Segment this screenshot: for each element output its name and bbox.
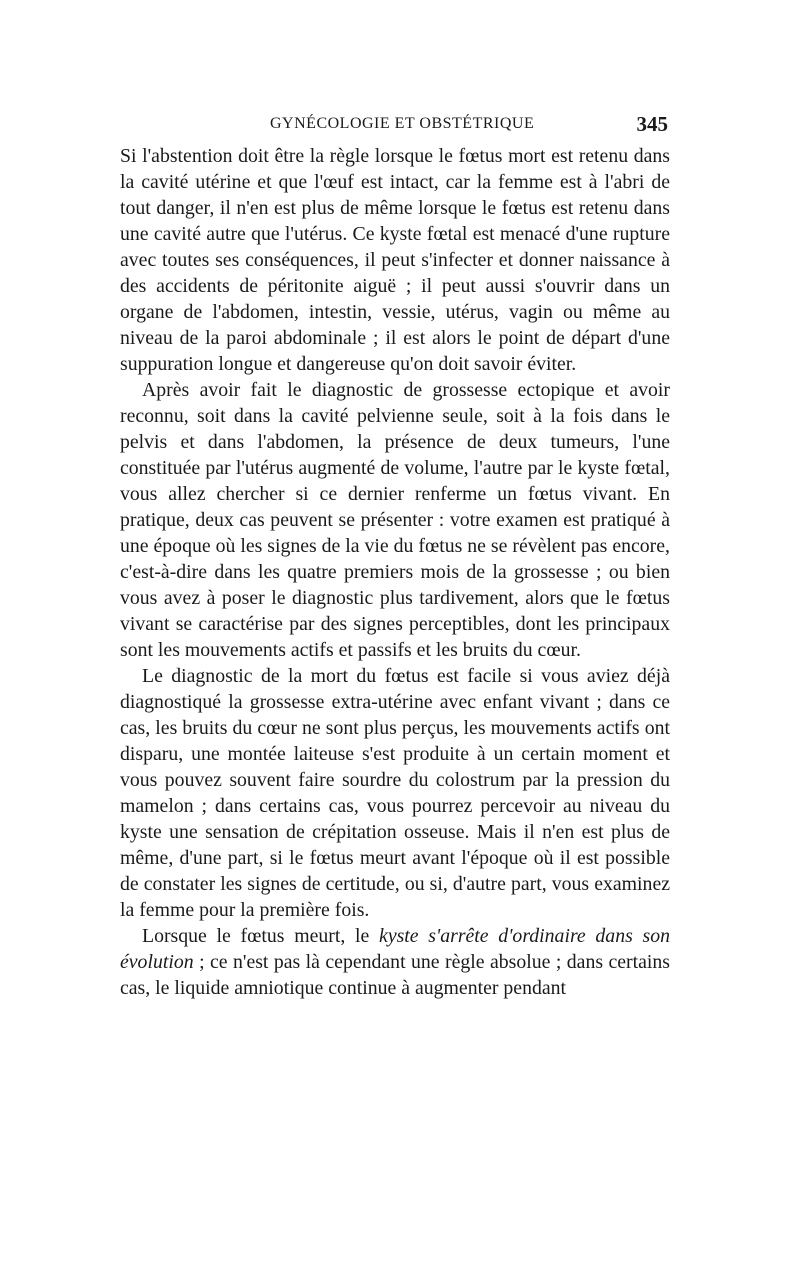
paragraph-4 xyxy=(120,923,670,1001)
page-number: 345 xyxy=(636,112,668,136)
running-title: GYNÉCOLOGIE ET OBSTÉTRIQUE xyxy=(270,115,535,132)
paragraph-4-start: Lorsque le fœtus meurt, le xyxy=(142,925,380,947)
paragraph-1: Si l'abstention doit être la règle lorsque le fœtus mort est retenu dans la cavité utérine et que l'œuf est intact, car la femme est à l'abri de tout danger, il n'en est plus de même lorsque le fœtus est retenu dans une cavité autre que l'utérus. Ce kyste fœtal est menacé d'une rupture avec toutes ses conséquences, il peut s'infecter et donner naissance à des accidents de péritonite aiguë ; il peut aussi s'ouvrir dans un organe de l'abdomen, intestin, vessie, utérus, vagin ou même au niveau de la paroi abdominale ; il est alors le point de départ d'une suppuration longue et dangereuse qu'on doit savoir éviter. xyxy=(120,145,670,375)
page-header xyxy=(120,112,670,142)
paragraph-3: Le diagnostic de la mort du fœtus est facile si vous aviez déjà diagnostiqué la grossesse extra-utérine avec enfant vivant ; dans ce cas, les bruits du cœur ne sont plus perçus, les mouvements actifs ont disparu, une montée laiteuse s'est produite à un certain moment et vous pouvez souvent faire sourdre du colostrum par la pression du mamelon ; dans certains cas, vous pourrez percevoir au niveau du kyste une sensation de crépitation osseuse. Mais il n'en est plus de même, d'une part, si le fœtus meurt avant l'époque où il est possible de constater les signes de certitude, ou si, d'autre part, vous examinez la femme pour la première fois. xyxy=(120,665,670,921)
paragraph-2: Après avoir fait le diagnostic de grossesse ectopique et avoir reconnu, soit dans la cavité pelvienne seule, soit à la fois dans le pelvis et dans l'abdomen, la présence de deux tumeurs, l'une constituée par l'utérus augmenté de volume, l'autre par le kyste fœtal, vous allez chercher si ce dernier renferme un fœtus vivant. En pratique, deux cas peuvent se présenter : votre examen est pratiqué à une époque où les signes de la vie du fœtus ne se révèlent pas encore, c'est-à-dire dans les quatre premiers mois de la grossesse ; ou bien vous avez à poser le diagnostic plus tardivement, alors que le fœtus vivant se caractérise par des signes perceptibles, dont les principaux sont les mouvements actifs et passifs et les bruits du cœur. xyxy=(120,379,670,661)
paragraph-4-italic: kyste s'arrête d'ordinaire dans son évolution xyxy=(120,925,670,973)
body-text xyxy=(120,143,670,1001)
paragraph-4-end: ; ce n'est pas là cependant une règle absolue ; dans certains cas, le liquide amniotique continue à augmenter pendant xyxy=(120,951,670,999)
book-page xyxy=(120,112,670,1001)
